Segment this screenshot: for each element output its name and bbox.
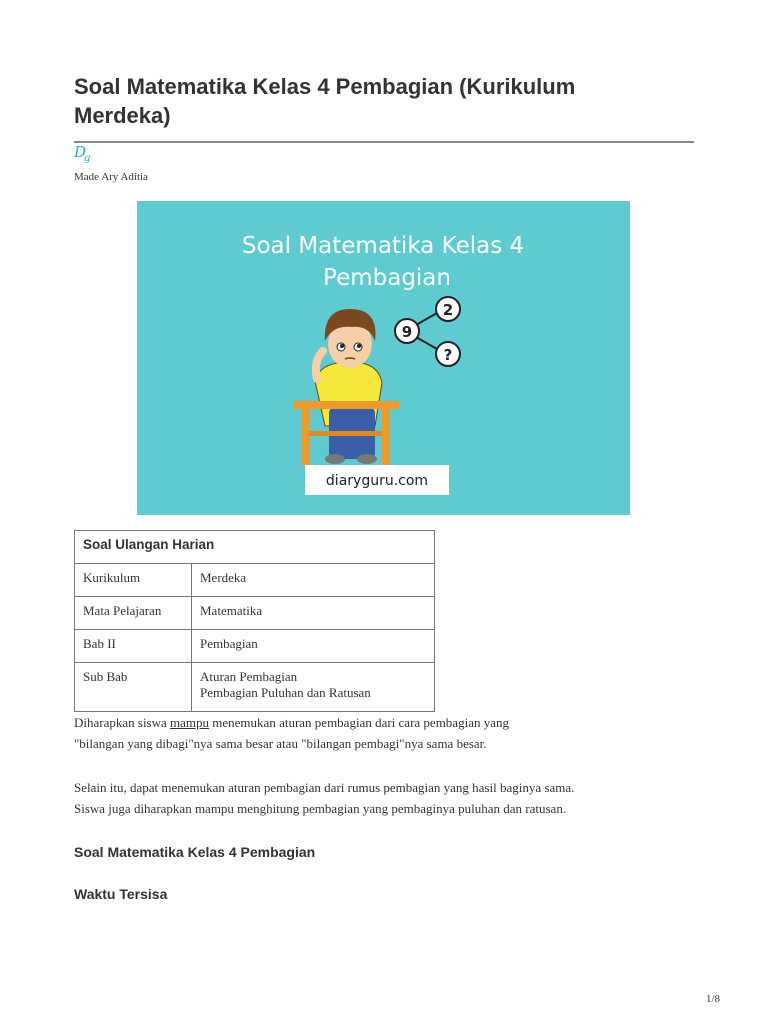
table-row bbox=[75, 597, 435, 630]
page-number: 1/8 bbox=[706, 993, 721, 1005]
table-row bbox=[75, 663, 435, 712]
hero-title-line1: Soal Matematika Kelas 4 bbox=[241, 233, 525, 259]
table-cell-value: Pembagian bbox=[192, 630, 435, 663]
info-table-header: Soal Ulangan Harian bbox=[75, 531, 435, 564]
table-cell-key: Kurikulum bbox=[75, 564, 192, 597]
table-row bbox=[75, 564, 435, 597]
number-bubble-top-text: 2 bbox=[442, 301, 454, 319]
table-cell-value: Merdeka bbox=[192, 564, 435, 597]
table-cell-value-line1: Aturan Pembagian bbox=[200, 669, 298, 684]
logo-subscript: g bbox=[84, 153, 91, 164]
info-table bbox=[74, 530, 435, 712]
hero-illustration bbox=[137, 201, 630, 515]
goal-paragraph bbox=[74, 777, 674, 819]
table-cell-value-line2: Pembagian Puluhan dan Ratusan bbox=[200, 685, 371, 700]
table-cell-value: Matematika bbox=[192, 597, 435, 630]
table-cell-key: Mata Pelajaran bbox=[75, 597, 192, 630]
number-bubble-bottom-text: ? bbox=[443, 346, 453, 364]
goal-text-line1: Selain itu, dapat menemukan aturan pembagian dari rumus pembagian yang hasil baginya sama. bbox=[74, 780, 575, 795]
table-cell-value bbox=[192, 663, 435, 712]
goal-text-line2: Siswa juga diharapkan mampu menghitung pembagian yang pembaginya puluhan dan ratusan. bbox=[74, 801, 567, 816]
intro-text-line2: "bilangan yang dibagi"nya sama besar atau "bilangan pembagi"nya sama besar. bbox=[74, 736, 487, 751]
intro-text-end: menemukan aturan pembagian dari cara pembagian yang bbox=[209, 715, 509, 730]
intro-text-start: Diharapkan siswa bbox=[74, 715, 171, 730]
title-divider bbox=[74, 141, 694, 143]
number-bubble-left-text: 9 bbox=[401, 323, 413, 341]
author-name: Made Ary Aditia bbox=[74, 171, 148, 183]
site-label: diaryguru.com bbox=[325, 473, 429, 489]
intro-paragraph bbox=[74, 712, 674, 754]
section-heading: Soal Matematika Kelas 4 Pembagian bbox=[74, 844, 316, 860]
page-title: Soal Matematika Kelas 4 Pembagian (Kurikulum Merdeka) bbox=[74, 74, 576, 128]
time-remaining-heading: Waktu Tersisa bbox=[74, 886, 168, 902]
table-cell-key: Bab II bbox=[75, 630, 192, 663]
hero-image bbox=[137, 201, 630, 515]
intro-underlined-word: mampu bbox=[170, 715, 210, 730]
site-logo[interactable] bbox=[74, 143, 90, 164]
hero-title-line2: Pembagian bbox=[323, 265, 451, 291]
table-row bbox=[75, 630, 435, 663]
table-cell-key: Sub Bab bbox=[75, 663, 192, 712]
logo-letter: D bbox=[74, 143, 87, 161]
